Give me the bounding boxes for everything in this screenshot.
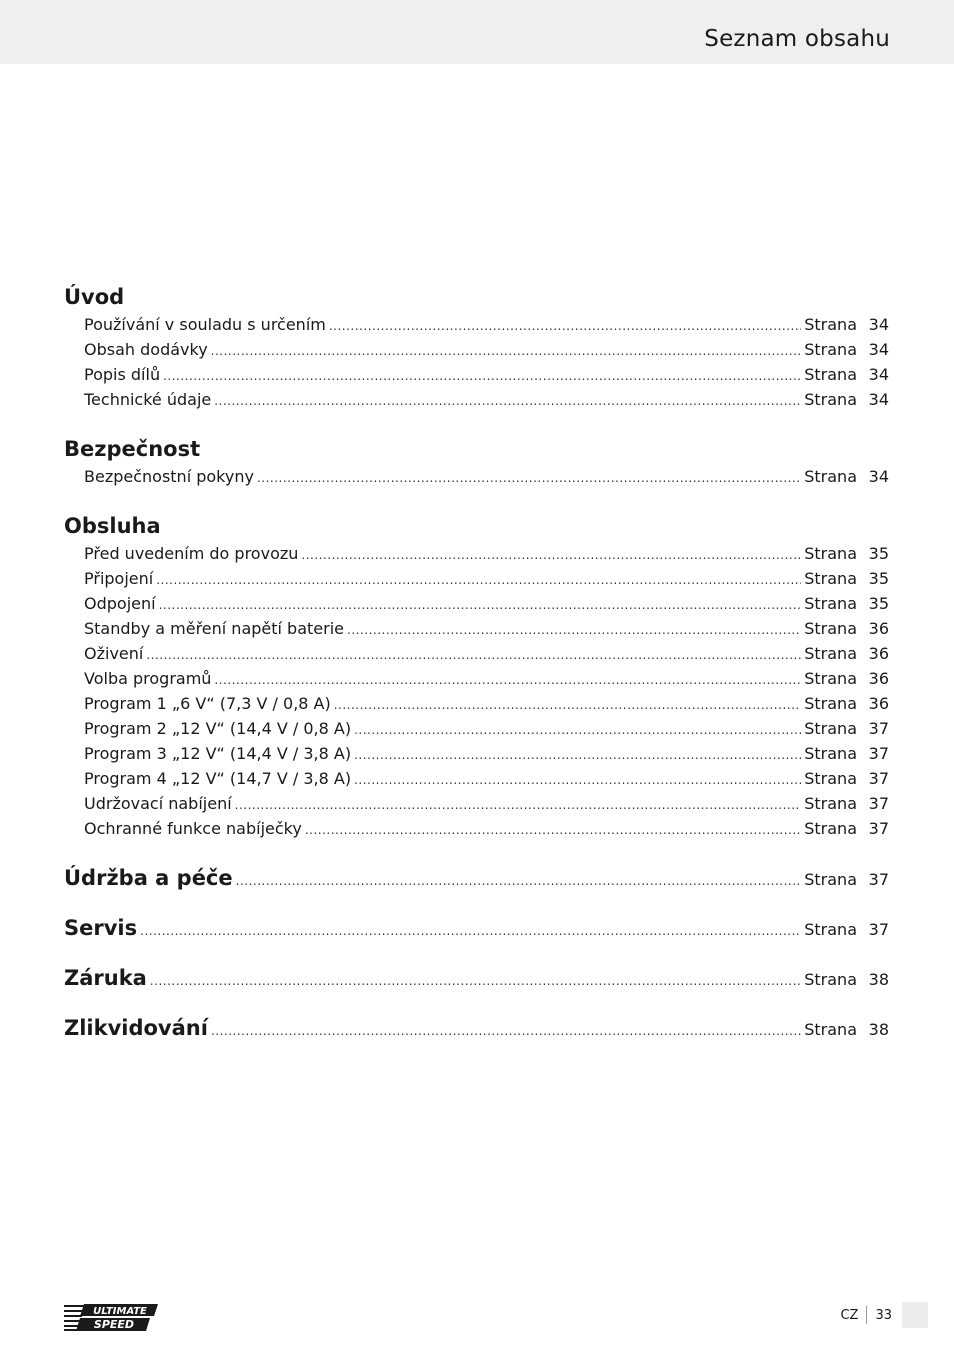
toc-entry[interactable] [64, 666, 889, 691]
entry-label: Volba programů [84, 669, 212, 688]
table-of-contents [64, 283, 889, 1043]
toc-entry[interactable] [64, 541, 889, 566]
dot-leader [211, 1017, 801, 1046]
toc-entry[interactable] [64, 816, 889, 841]
toc-entry[interactable] [64, 337, 889, 362]
dot-leader [214, 668, 801, 693]
toc-major-entry-zaruka[interactable] [64, 964, 889, 993]
entry-strana: Strana [804, 694, 857, 713]
toc-entry[interactable] [64, 691, 889, 716]
entry-label: Odpojení [84, 594, 156, 613]
dot-leader [334, 693, 802, 718]
dot-leader [214, 389, 801, 414]
entry-page: 37 [868, 794, 889, 813]
toc-section-obsluha [64, 512, 889, 841]
toc-major-entry-udrzba[interactable] [64, 864, 889, 893]
dot-leader [150, 967, 801, 996]
toc-entry[interactable] [64, 791, 889, 816]
toc-entry[interactable] [64, 741, 889, 766]
toc-entry[interactable] [64, 616, 889, 641]
dot-leader [236, 867, 802, 896]
dot-leader [347, 618, 801, 643]
dot-leader [146, 643, 801, 668]
entry-page: 37 [868, 819, 889, 838]
entry-strana: Strana [804, 970, 857, 989]
entry-strana: Strana [804, 315, 857, 334]
logo-bottom-text: SPEED [93, 1318, 135, 1331]
entry-strana: Strana [804, 467, 857, 486]
toc-entry[interactable] [64, 766, 889, 791]
toc-entry[interactable] [64, 591, 889, 616]
entry-label: Bezpečnostní pokyny [84, 467, 254, 486]
entry-page: 37 [868, 870, 889, 889]
entry-page: 37 [868, 769, 889, 788]
page-title: Seznam obsahu [704, 26, 890, 52]
dot-leader [354, 768, 801, 793]
entry-strana: Strana [804, 644, 857, 663]
toc-section-bezpecnost [64, 435, 889, 489]
entry-page: 36 [868, 694, 889, 713]
page-number: 33 [875, 1307, 892, 1323]
toc-entry[interactable] [64, 362, 889, 387]
header-band [0, 0, 954, 64]
dot-leader [163, 364, 801, 389]
entry-label: Používání v souladu s určením [84, 315, 326, 334]
toc-section-uvod [64, 283, 889, 412]
logo-top-text: ULTIMATE [93, 1306, 147, 1317]
dot-leader [354, 743, 801, 768]
entry-strana: Strana [804, 365, 857, 384]
entry-page: 34 [868, 467, 889, 486]
entry-page: 37 [868, 744, 889, 763]
entry-strana: Strana [804, 340, 857, 359]
language-code: CZ [840, 1307, 859, 1323]
entry-strana: Strana [804, 1020, 857, 1039]
entry-page: 36 [868, 644, 889, 663]
toc-entry[interactable] [64, 641, 889, 666]
entry-page: 34 [868, 365, 889, 384]
entry-label: Technické údaje [84, 390, 212, 409]
entry-page: 37 [868, 719, 889, 738]
entry-label: Program 4 „12 V“ (14,7 V / 3,8 A) [84, 769, 352, 788]
entry-strana: Strana [804, 544, 857, 563]
entry-page: 36 [868, 619, 889, 638]
entry-label: Program 3 „12 V“ (14,4 V / 3,8 A) [84, 744, 352, 763]
entry-label: Udržovací nabíjení [84, 794, 232, 813]
entry-label: Program 1 „6 V“ (7,3 V / 0,8 A) [84, 694, 331, 713]
brand-logo [64, 1303, 162, 1333]
dot-leader [305, 818, 801, 843]
entry-page: 37 [868, 920, 889, 939]
entry-strana: Strana [804, 390, 857, 409]
toc-major-entry-zlikvidovani[interactable] [64, 1014, 889, 1043]
entry-page: 35 [868, 594, 889, 613]
entry-page: 35 [868, 569, 889, 588]
toc-entry[interactable] [64, 464, 889, 489]
entry-label: Standby a měření napětí baterie [84, 619, 344, 638]
entry-page: 34 [868, 315, 889, 334]
entry-strana: Strana [804, 794, 857, 813]
dot-leader [159, 593, 802, 618]
entry-page: 34 [868, 340, 889, 359]
ultimate-speed-logo-icon [64, 1303, 162, 1333]
toc-major-entry-servis[interactable] [64, 914, 889, 943]
dot-leader [329, 314, 801, 339]
entry-page: 38 [868, 970, 889, 989]
toc-entry[interactable] [64, 312, 889, 337]
entry-label: Popis dílů [84, 365, 161, 384]
entry-strana: Strana [804, 569, 857, 588]
toc-entry[interactable] [64, 387, 889, 412]
toc-entry[interactable] [64, 566, 889, 591]
entry-label: Obsah dodávky [84, 340, 208, 359]
entry-label: Oživení [84, 644, 144, 663]
dot-leader [140, 917, 801, 946]
dot-leader [257, 466, 801, 491]
entry-page: 35 [868, 544, 889, 563]
entry-label: Program 2 „12 V“ (14,4 V / 0,8 A) [84, 719, 352, 738]
page-tab-marker [902, 1302, 928, 1328]
toc-entry[interactable] [64, 716, 889, 741]
entry-label: Záruka [64, 966, 147, 990]
entry-strana: Strana [804, 594, 857, 613]
entry-label: Ochranné funkce nabíječky [84, 819, 302, 838]
entry-strana: Strana [804, 619, 857, 638]
dot-leader [301, 543, 801, 568]
section-title: Obsluha [64, 514, 161, 538]
entry-strana: Strana [804, 819, 857, 838]
entry-label: Údržba a péče [64, 866, 233, 890]
section-title: Úvod [64, 285, 125, 309]
entry-label: Připojení [84, 569, 154, 588]
entry-page: 38 [868, 1020, 889, 1039]
dot-leader [235, 793, 802, 818]
dot-leader [156, 568, 801, 593]
entry-page: 34 [868, 390, 889, 409]
entry-strana: Strana [804, 669, 857, 688]
dot-leader [354, 718, 801, 743]
entry-strana: Strana [804, 870, 857, 889]
toc-major-entries [64, 864, 889, 1043]
entry-strana: Strana [804, 719, 857, 738]
entry-strana: Strana [804, 920, 857, 939]
entry-strana: Strana [804, 769, 857, 788]
section-title: Bezpečnost [64, 437, 201, 461]
dot-leader [211, 339, 802, 364]
entry-label: Před uvedením do provozu [84, 544, 299, 563]
entry-page: 36 [868, 669, 889, 688]
page-footer [840, 1302, 928, 1328]
entry-strana: Strana [804, 744, 857, 763]
entry-label: Zlikvidování [64, 1016, 208, 1040]
entry-label: Servis [64, 916, 138, 940]
